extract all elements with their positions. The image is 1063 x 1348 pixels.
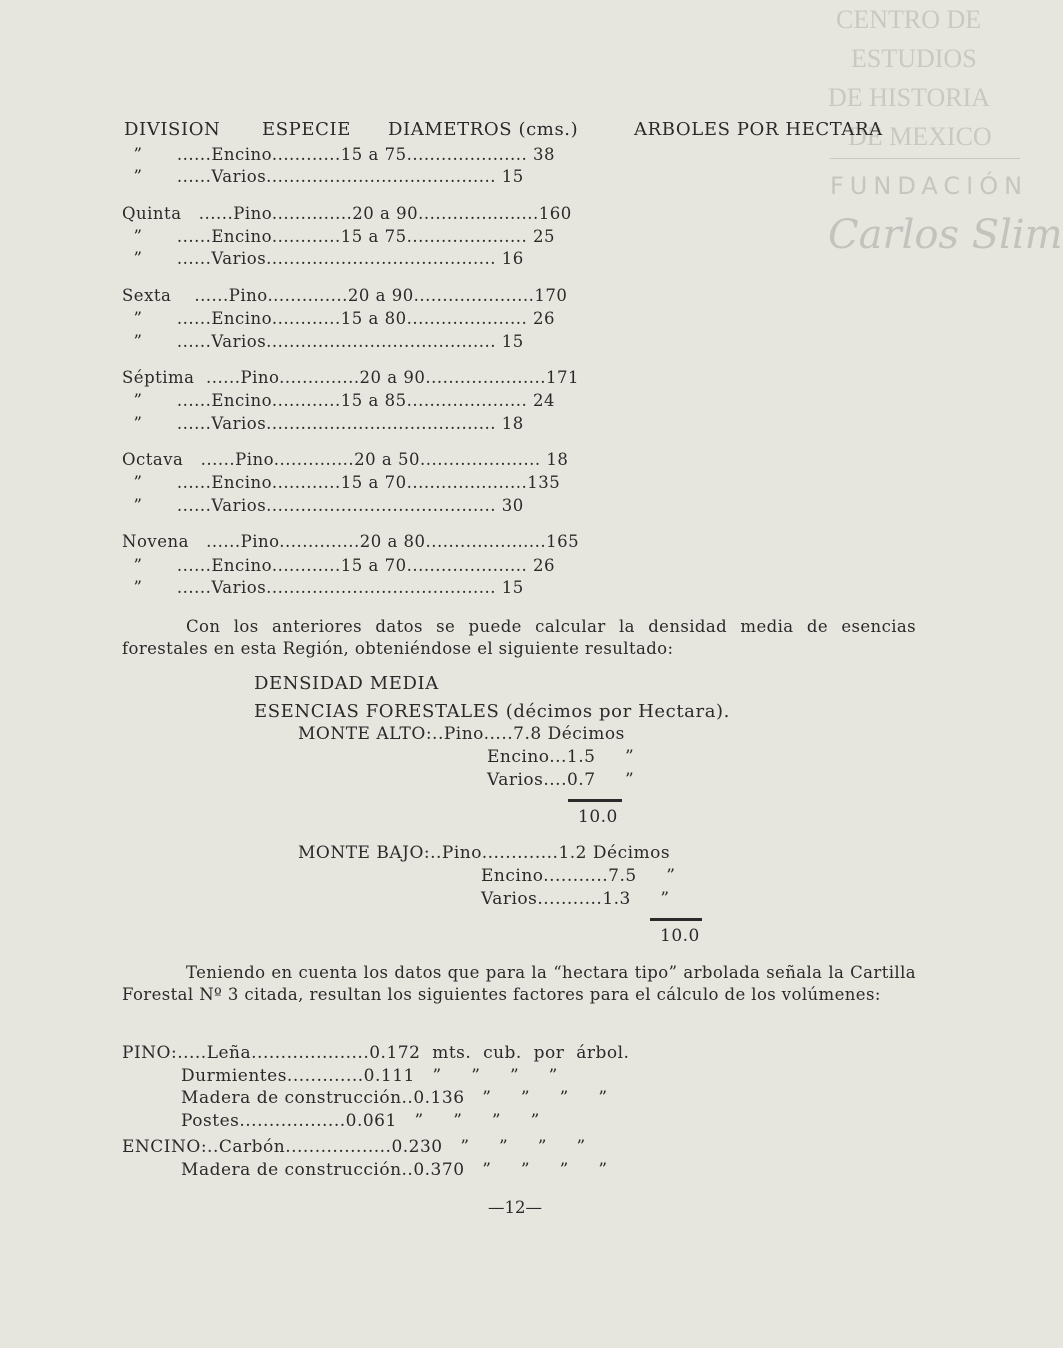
monte-alto-row: Encino...1.5 ” <box>487 747 635 767</box>
monte-alto-total: 10.0 <box>578 807 618 827</box>
monte-bajo-row: Varios...........1.3 ” <box>481 889 670 909</box>
factor-row: Durmientes.............0.111 ” ” ” ” <box>122 1066 558 1086</box>
table-row: ” ......Encino............15 a 80..................... 26 <box>122 309 555 328</box>
factor-row: Madera de construcción..0.136 ” ” ” ” <box>122 1088 608 1108</box>
monte-bajo-row: Encino...........7.5 ” <box>481 866 676 886</box>
density-subtitle: ESENCIAS FORESTALES (décimos por Hectara). <box>254 701 730 722</box>
table-row: ” ......Encino............15 a 70..................... 26 <box>122 556 555 575</box>
density-title: DENSIDAD MEDIA <box>254 673 439 694</box>
watermark-line: ESTUDIOS <box>851 44 977 73</box>
table-row: ” ......Encino............15 a 75..................... 38 <box>122 145 555 164</box>
paragraph-volume-factors: Teniendo en cuenta los datos que para la “hectara tipo” arbolada señala la Cartilla Forestal Nº 3 citada, resultan los siguientes factores para el cálculo de los volúmenes: <box>122 963 916 1004</box>
factor-row: PINO:.....Leña....................0.172 mts. cub. por árbol. <box>122 1043 630 1063</box>
monte-alto-row: Varios....0.7 ” <box>487 770 635 790</box>
header-especie: ESPECIE <box>262 119 351 140</box>
table-row: ” ......Encino............15 a 70.....................135 <box>122 473 561 492</box>
factor-row: Postes..................0.061 ” ” ” ” <box>122 1111 540 1131</box>
watermark-signature: Carlos Slim <box>828 212 1063 258</box>
table-row: Sexta ......Pino..............20 a 90.....................170 <box>122 286 568 305</box>
factor-row: ENCINO:..Carbón..................0.230 ” ” ” ” <box>122 1137 586 1157</box>
table-row: ” ......Varios........................................ 16 <box>122 249 524 268</box>
sum-rule <box>650 918 702 921</box>
watermark-foundation: FUNDACIÓN <box>830 172 1029 200</box>
table-row: ” ......Varios........................................ 18 <box>122 414 524 433</box>
factor-row: Madera de construcción..0.370 ” ” ” ” <box>122 1160 608 1180</box>
header-arboles: ARBOLES POR HECTARA <box>634 119 883 140</box>
table-row: Octava ......Pino..............20 a 50..................... 18 <box>122 450 569 469</box>
watermark-line: DE MEXICO <box>848 122 992 151</box>
table-row: ” ......Varios........................................ 30 <box>122 496 524 515</box>
table-row: Novena ......Pino..............20 a 80.....................165 <box>122 532 580 551</box>
sum-rule <box>568 799 622 802</box>
table-row: Quinta ......Pino..............20 a 90.....................160 <box>122 204 572 223</box>
table-row: ” ......Encino............15 a 75..................... 25 <box>122 227 555 246</box>
table-row: Séptima ......Pino..............20 a 90.....................171 <box>122 368 580 387</box>
table-row: ” ......Varios........................................ 15 <box>122 332 524 351</box>
table-row: ” ......Varios........................................ 15 <box>122 167 524 186</box>
page-number: —12— <box>488 1198 542 1217</box>
header-diametros: DIAMETROS (cms.) <box>388 119 579 140</box>
watermark-line: CENTRO DE <box>836 5 982 34</box>
monte-bajo-total: 10.0 <box>660 926 700 946</box>
header-division: DIVISION <box>124 119 221 140</box>
table-row: ” ......Encino............15 a 85..................... 24 <box>122 391 555 410</box>
monte-bajo-row: MONTE BAJO:..Pino.............1.2 Décimos <box>298 843 671 863</box>
watermark-divider <box>830 158 1020 159</box>
table-row: ” ......Varios........................................ 15 <box>122 578 524 597</box>
watermark-line: DE HISTORIA <box>828 83 991 112</box>
paragraph-density-intro: Con los anteriores datos se puede calcular la densidad media de esencias forestales en esta Región, obteniéndose el siguiente resultado: <box>122 617 916 658</box>
monte-alto-row: MONTE ALTO:..Pino.....7.8 Décimos <box>298 724 625 744</box>
